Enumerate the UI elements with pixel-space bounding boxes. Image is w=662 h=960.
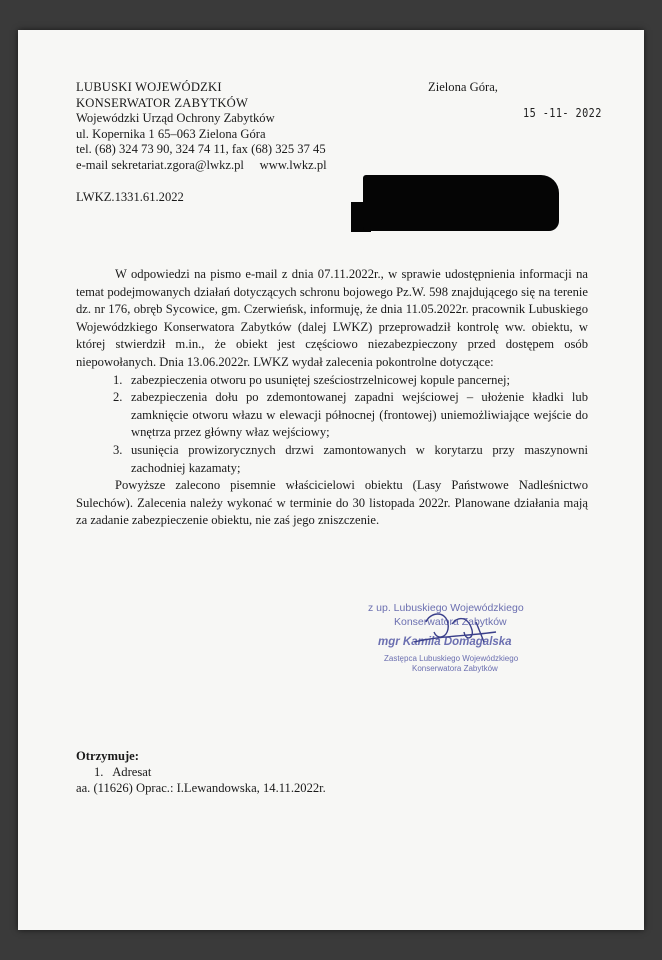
list-item-number: 2. [113, 390, 123, 405]
body-paragraph-2: Powyższe zalecono pisemnie właścicielowi obiektu (Lasy Państwowe Nadleśnictwo Sulechów). Zalecenia należy wykonać w terminie do 30 listopada 2022r. Planowane działania mają za zadanie zabezpieczenie obiektu, nie zaś jego zniszczenie. [76, 478, 588, 528]
sender-line-3: Wojewódzki Urząd Ochrony Zabytków [76, 111, 275, 125]
body-paragraph-1: W odpowiedzi na pismo e-mail z dnia 07.11.2022r., w sprawie udostępnienia informacji na temat podejmowanych działań dotyczących schronu bojowego Pz.W. 598 znajdującego się na terenie dz. nr 176, obręb Sycowice, gm. Czerwieńsk, informuję, że dnia 11.05.2022r. pracownik Lubuskiego Wojewódzkiego Konserwatora Zabytków (dalej LWKZ) przeprowadził kontrolę ww. obiektu, w której stwierdził m.in., że obiekt jest częściowo niezabezpieczony przed dostępem osób niepowołanych. Dnia 13.06.2022r. LWKZ wydał zalecenia pokontrolne dotyczące: [76, 267, 588, 369]
list-item-text: zabezpieczenia dołu po zdemontowanej zapadni wejściowej – ułożenie kładki lub zamknięcie otworu włazu w elewacji północnej (frontowej) uniemożliwiające wejście do wnętrza przez główny właz wejściowy; [131, 390, 588, 440]
recommendation-list [76, 372, 588, 478]
list-item-number: 1. [113, 372, 123, 387]
recipient-item: 1. Adresat [94, 765, 152, 779]
recipients-block [76, 748, 326, 796]
stamp-line-3: mgr Kamila Domagalska [378, 636, 512, 648]
sender-line-6: e-mail sekretariat.zgora@lwkz.pl www.lwkz.pl [76, 157, 327, 172]
stamp-line-4: Zastępca Lubuskiego Wojewódzkiego [384, 654, 519, 663]
stamp-line-1: z up. Lubuskiego Wojewódzkiego [368, 602, 524, 614]
stamp-line-2: Konserwatora Zabytków [394, 616, 507, 628]
list-item [76, 372, 588, 390]
list-item-number: 3. [113, 442, 123, 457]
place: Zielona Góra, [428, 80, 498, 94]
reference-number: LWKZ.1331.61.2022 [76, 190, 184, 204]
date-stamp: 15 -11- 2022 [523, 106, 602, 120]
list-item [76, 442, 588, 477]
redaction-block [363, 175, 559, 231]
recipients-heading: Otrzymuje: [76, 749, 139, 763]
sender-line-5: tel. (68) 324 73 90, 324 74 11, fax (68) 325 37 45 [76, 142, 326, 156]
list-item [76, 389, 588, 442]
list-item-text: zabezpieczenia otworu po usuniętej sześciostrzelnicowej kopule pancernej; [131, 372, 511, 387]
letter-body [76, 266, 588, 530]
sender-line-2: KONSERWATOR ZABYTKÓW [76, 95, 249, 110]
stamp-line-5: Konserwatora Zabytków [412, 664, 498, 673]
document-page [18, 30, 644, 930]
signature-icon [368, 602, 538, 682]
sender-block [76, 80, 327, 173]
sender-line-1: LUBUSKI WOJEWÓDZKI [76, 80, 222, 94]
document-footer-note: aa. (11626) Oprac.: I.Lewandowska, 14.11.2022r. [76, 781, 326, 795]
official-stamp [368, 602, 538, 682]
sender-line-4: ul. Kopernika 1 65–063 Zielona Góra [76, 126, 266, 141]
list-item-text: usunięcia prowizorycznych drzwi zamontowanych w korytarzu przy maszynowni zachodniej kazamaty; [131, 442, 588, 475]
